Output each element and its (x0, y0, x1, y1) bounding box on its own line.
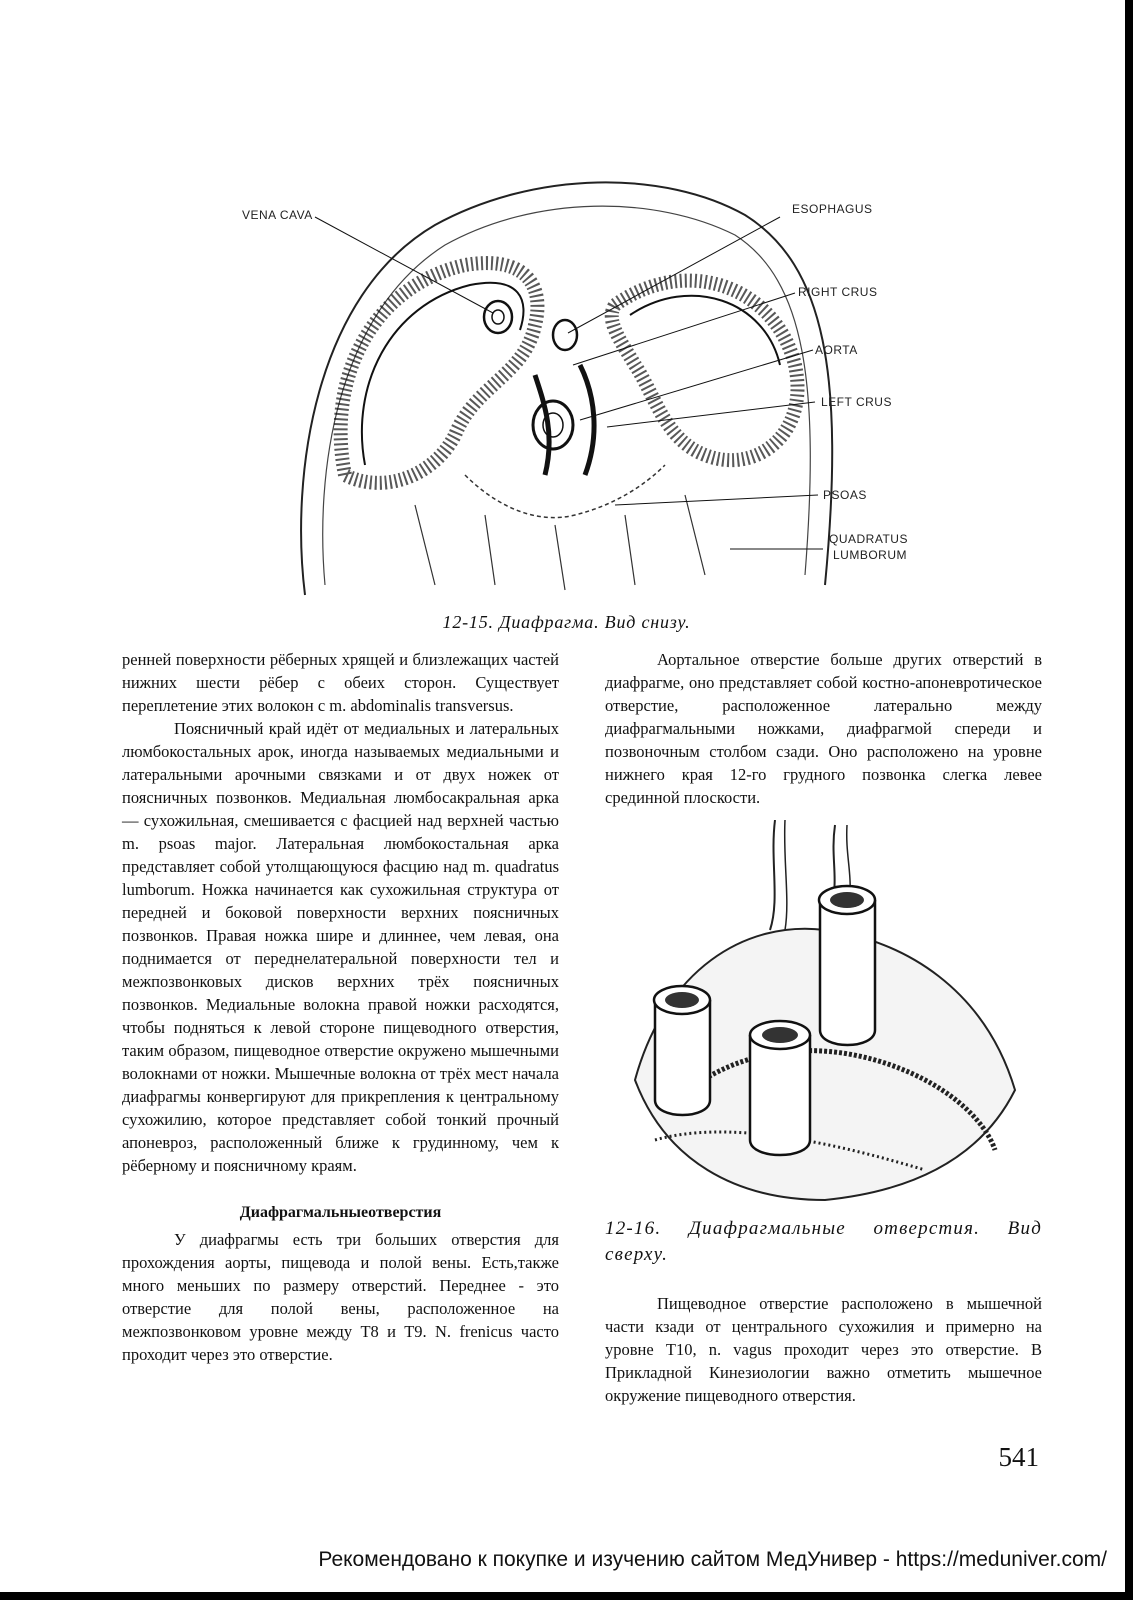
page-number: 541 (998, 1442, 1039, 1472)
left-column (122, 648, 559, 1366)
label-right-crus: RIGHT CRUS (798, 285, 878, 299)
paragraph: Поясничный край идёт от медиальных и латеральных люмбокостальных арок, иногда называемых медиальными и латеральными арочными связками и от двух ножек от поясничных позвонков. Медиальная люмбосакральная арка — сухожильная, смешивается с фасцией над верхней частью m. psoas major. Латеральная люмбокостальная арка представляет собой утолщающуюся фасцию над m. quadratus lumborum. Ножка начинается как сухожильная структура от передней и боковой поверхности верхних поясничных позвонков. Правая ножка шире и длиннее, чем левая, она поднимается от переднелатеральной поверхности тел и межпозвонковых дисков верхних трёх поясничных позвонков. Медиальные волокна правой ножки расходятся, чтобы подняться к левой стороне пищеводного отверстия, таким образом, пищеводное отверстие окружено мышечными волокнами от ножки. Мышечные волокна от трёх мест начала диафрагмы конвергируют для прикрепления к центральному сухожилию, которое представляет собой тонкий прочный апоневроз, расположенный ближе к грудинному, чем к рёберному и поясничному краям. (122, 719, 559, 1175)
footer-recommendation: Рекомендовано к покупке и изучению сайтом МедУнивер - https://meduniver.com/ (318, 1548, 1107, 1571)
openings-illustration (625, 820, 1025, 1220)
right-column-lower (605, 1292, 1042, 1407)
figure-caption-12-16: 12-16. Диафрагмальные отверстия. Вид сверху. (605, 1218, 1042, 1265)
label-psoas: PSOAS (823, 488, 867, 502)
figure-caption-12-15: 12-15. Диафрагма. Вид снизу. (442, 612, 691, 632)
label-lumborum: LUMBORUM (833, 548, 908, 562)
scan-edge-bottom (0, 1592, 1133, 1600)
scan-edge-right (1125, 0, 1133, 1600)
label-left-crus: LEFT CRUS (821, 395, 892, 409)
diaphragm-inferior-view-figure (235, 175, 935, 615)
section-heading: Диафрагмальныеотверстия (239, 1204, 442, 1221)
paragraph: У диафрагмы есть три больших отверстия для прохождения аорты, пищевода и полой вены. Есть,также много меньших по размеру отверстий. Переднее - это отверстие для полой вены, расположенное на межпозвонковом уровне между T8 и T9. N. frenicus часто проходит через это отверстие. (122, 1230, 559, 1364)
label-aorta: AORTA (815, 343, 858, 357)
paragraph: Аортальное отверстие больше других отверстий в диафрагме, оно представляет собой костно-апоневротическое отверстие, расположенное латерально между диафрагмальными ножками, диафрагмой спереди и позвоночным столбом сзади. Оно расположено на уровне нижнего края 12-го грудного позвонка слегка левее срединной плоскости. (605, 650, 1042, 807)
paragraph: ренней поверхности рёберных хрящей и близлежащих частей нижних шести рёбер с обеих сторон. Существует переплетение этих волокон с m. abdominalis transversus. (122, 650, 559, 715)
label-vena-cava: VENA CAVA (242, 208, 313, 222)
label-esophagus: ESOPHAGUS (792, 202, 873, 216)
label-quadratus: QUADRATUS (829, 532, 908, 546)
paragraph: Пищеводное отверстие расположено в мышечной части кзади от центрального сухожилия и примерно на уровне T10, n. vagus проходит через это отверстие. В Прикладной Кинезиологии важно отметить мышечное окружение пищеводного отверстия. (605, 1294, 1042, 1405)
right-column (605, 648, 1042, 809)
diaphragm-openings-superior-view-figure (625, 820, 1025, 1220)
